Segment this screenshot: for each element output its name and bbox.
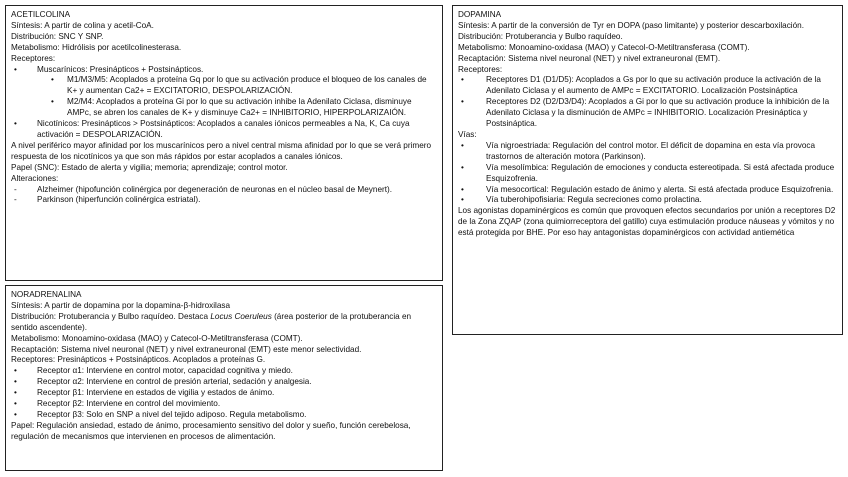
bullet-icon: • [461, 195, 464, 205]
dop-sintesis: Síntesis: A partir de la conversión de Tyr en DOPA (paso limitante) y posterior descarboxilación. [458, 20, 805, 30]
ach-m135: M1/M3/M5: Acoplados a proteína Gq por lo que su activación produce el bloqueo de los canales de K+ y aumentan Ca2+ = EXCITATORIO, DESPOLARIZACIÓN. [67, 75, 427, 96]
ach-distribucion: Distribución: SNC Y SNP. [11, 31, 104, 41]
dopamina-title: DOPAMINA [458, 10, 502, 19]
nor-distribucion [11, 312, 437, 334]
dop-nigro: Vía nigroestriada: Regulación del control motor. El déficit de dopamina en esta vía provoca trastornos de alteración motora (Parkinson). [486, 140, 816, 161]
bullet-icon: • [14, 119, 17, 129]
ach-parkinson: Parkinson (hiperfunción colinérgica estriatal). [37, 195, 201, 205]
bullet-icon: • [14, 399, 17, 409]
dop-mesocort-item [458, 185, 837, 196]
bullet-icon: • [51, 97, 54, 107]
dop-vias-label: Vías: [458, 129, 477, 139]
ach-muscarinicos: Muscarínicos: Presinápticos + Postsinápticos. [37, 64, 204, 74]
nor-distribucion-a: Distribución: Protuberancia y Bulbo raquídeo. Destaca [11, 311, 211, 321]
ach-sintesis: Síntesis: A partir de colina y acetil-CoA. [11, 20, 154, 30]
ach-alzheimer: Alzheimer (hipofunción colinérgica por degeneración de neuronas en el núcleo basal de Meynert). [37, 184, 393, 194]
bullet-icon: • [461, 97, 464, 107]
nor-a2: Receptor α2: Interviene en control de presión arterial, sedación y analgesia. [37, 377, 312, 387]
nor-metabolismo: Metabolismo: Monoamino-oxidasa (MAO) y Catecol-O-Metiltransferasa (COMT). [11, 333, 303, 343]
dop-receptores-label: Receptores: [458, 64, 503, 74]
ach-m24-item [11, 97, 437, 119]
dop-recaptacion: Recaptación: Sistema nivel neuronal (NET) y nivel extraneuronal (EMT). [458, 53, 721, 63]
nor-b2-item [11, 399, 437, 410]
dash-icon: - [14, 195, 17, 205]
nor-receptores: Receptores: Presinápticos + Postsinápticos. Acoplados a proteínas G. [11, 355, 266, 365]
nor-b1: Receptor β1: Interviene en estados de vigilia y estados de ánimo. [37, 388, 275, 398]
nor-recaptacion: Recaptación: Sistema nivel neuronal (NET) y nivel extraneuronal (EMT) este menor selectividad. [11, 344, 362, 354]
bullet-icon: • [14, 366, 17, 376]
ach-alteraciones-label: Alteraciones: [11, 173, 59, 183]
nor-a1-item [11, 366, 437, 377]
nor-sintesis: Síntesis: A partir de dopamina por la dopamina-β-hidroxilasa [11, 300, 231, 310]
dop-d1-item [458, 75, 837, 97]
nor-a1: Receptor α1: Interviene en control motor, capacidad cognitiva y miedo. [37, 366, 293, 376]
ach-papel: Papel (SNC): Estado de alerta y vigilia; memoria; aprendizaje; control motor. [11, 162, 288, 172]
dop-agonistas: Los agonistas dopaminérgicos es común que provoquen efectos secundarios por unión a receptores D2 de la Zona ZQAP (zona quimiorreceptora del gatillo) cuya estimulación produce náuseas y vómitos y no está protegida por BHE. Por eso hay antagonistas dopaminérgicos con actividad antiemética [458, 206, 836, 238]
dopamina-box [452, 5, 843, 335]
ach-nicotinicos: Nicotínicos: Presinápticos > Postsinápticos: Acoplados a canales iónicos permeables a Na, K, Ca cuya activación = DESPOLARIZACIÓN. [37, 119, 410, 139]
bullet-icon: • [461, 140, 464, 150]
nor-b3: Receptor β3: Solo en SNP a nivel del tejido adiposo. Regula metabolismo. [37, 409, 307, 419]
ach-receptores-label: Receptores: [11, 53, 56, 63]
bullet-icon: • [461, 162, 464, 172]
dop-d1: Receptores D1 (D1/D5): Acoplados a Gs por lo que su activación produce la activación de la Adenilato Ciclasa y el aumento de AMPc = EXCITATORIO. Localización Postsináptica [486, 75, 821, 96]
dop-nigro-item [458, 141, 837, 163]
ach-m135-item [11, 75, 437, 97]
ach-metabolismo: Metabolismo: Hidrólisis por acetilcolinesterasa. [11, 42, 182, 52]
bullet-icon: • [14, 377, 17, 387]
bullet-icon: • [461, 75, 464, 85]
bullet-icon: • [14, 409, 17, 419]
acetilcolina-box [5, 5, 443, 281]
nor-b3-item [11, 410, 437, 421]
ach-alzheimer-item [11, 185, 437, 196]
dop-tubero-item [458, 195, 837, 206]
bullet-icon: • [461, 184, 464, 194]
nor-b2: Receptor β2: Interviene en control del movimiento. [37, 399, 221, 409]
nor-papel: Papel: Regulación ansiedad, estado de ánimo, procesamiento sensitivo del dolor y sueño, función cerebelosa, regulación de mecanismos que intervienen en procesos de alimentación. [11, 420, 411, 441]
dop-metabolismo: Metabolismo: Monoamino-oxidasa (MAO) y Catecol-O-Metiltransferasa (COMT). [458, 42, 750, 52]
bullet-icon: • [14, 388, 17, 398]
nor-a2-item [11, 377, 437, 388]
nor-locus: Locus Coeruleus [210, 311, 272, 321]
bullet-icon: • [14, 64, 17, 74]
dop-meso-item [458, 163, 837, 185]
dop-d2: Receptores D2 (D2/D3/D4): Acoplados a Gi por lo que su activación produce la inhibición de la Adenilato Ciclasa y la disminución de AMPc = INHIBITORIO. Localización Presináptica y Postsináptica. [486, 97, 830, 129]
ach-periferico: A nivel periférico mayor afinidad por los muscarínicos pero a nivel central misma afinidad por lo que se verá primero respuesta de los nicotínicos ya que son más rápidos por estar acoplados a canales iónicos. [11, 140, 432, 161]
nor-distribucion-b: (área posterior de la protuberancia en sentido ascendente). [11, 311, 412, 332]
ach-m24: M2/M4: Acoplados a proteína Gi por lo que su activación inhibe la Adenilato Ciclasa, disminuye AMPc, se abren los canales de K+ y disminuye Ca2+ = INHIBITORIO, HIPERPOLARIZAIÓN. [67, 97, 412, 118]
acetilcolina-title: ACETILCOLINA [11, 10, 71, 19]
ach-parkinson-item [11, 195, 437, 206]
bullet-icon: • [51, 75, 54, 85]
dop-meso: Vía mesolímbica: Regulación de emociones y conducta estereotipada. Si está afectada produce Esquizofrenia. [486, 162, 835, 183]
ach-muscarinicos-item [11, 65, 437, 76]
dop-mesocort: Vía mesocortical: Regulación estado de ánimo y alerta. Si está afectada produce Esquizofrenia. [486, 184, 834, 194]
noradrenalina-title: NORADRENALINA [11, 290, 82, 299]
dop-d2-item [458, 97, 837, 130]
dash-icon: - [14, 184, 17, 194]
noradrenalina-box [5, 285, 443, 471]
dop-distribucion: Distribución: Protuberancia y Bulbo raquídeo. [458, 31, 623, 41]
dop-tubero: Vía tuberohipofisiaria: Regula secreciones como prolactina. [486, 195, 702, 205]
nor-b1-item [11, 388, 437, 399]
ach-nicotinicos-item [11, 119, 437, 141]
